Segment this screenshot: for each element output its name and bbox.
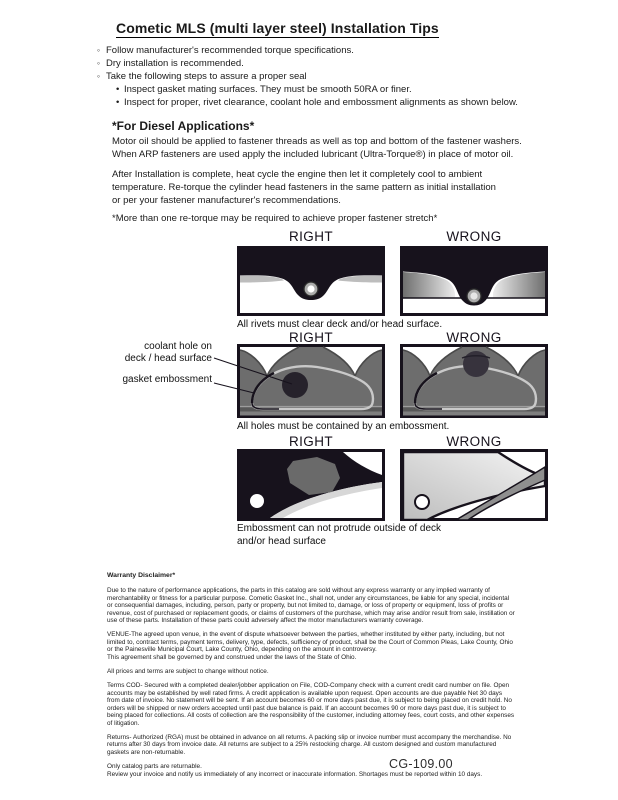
diesel-paragraph-2: After Installation is complete, heat cycle the engine then let it completely cool to ambient temperature. Re-torque the cylinder head fasteners in the same pattern as initial installation or per your fastener manufacturer's recommendations. xyxy=(112,169,496,206)
tip-text: Inspect for proper, rivet clearance, coolant hole and embossment alignments as shown below. xyxy=(124,97,518,108)
disclaimer-paragraph: VENUE-The agreed upon venue, in the event of dispute whatsoever between the parties, whether instituted by either party, including, but not limited to, contract terms, payment terms, delivery, type, defects, sufficiency of product, shall be the Court of Common Pleas, Lake County, Ohio or the Painesville Municipal Court, Lake County, Ohio, depending on the amount in controversy. xyxy=(107,631,513,654)
coolant-hole-icon xyxy=(463,351,489,377)
disclaimer-paragraph: All prices and terms are subject to change without notice. xyxy=(107,668,269,676)
coolant-hole-right-diagram xyxy=(237,344,385,418)
page-title: Cometic MLS (multi layer steel) Installation Tips xyxy=(116,20,439,36)
tip-text: Follow manufacturer's recommended torque specifications. xyxy=(106,45,354,56)
open-bullet-icon: ◦ xyxy=(97,71,101,81)
diesel-paragraph-1: Motor oil should be applied to fastener threads as well as top and bottom of the fastener washers. When ARP fasteners are used apply the included lubricant (Ultra-Torque®) in place of motor oil. xyxy=(112,136,522,160)
bullet-icon: • xyxy=(116,97,120,108)
disclaimer-paragraph: Review your invoice and notify us immediately of any incorrect or inaccurate information. Shortages must be reported within 10 days. xyxy=(107,770,483,778)
rivet-clearance-right-diagram xyxy=(237,246,385,316)
bullet-icon: • xyxy=(116,84,120,95)
embossment-right-diagram xyxy=(237,449,385,521)
row1-caption: All rivets must clear deck and/or head surface. xyxy=(237,319,443,330)
tip-text: Dry installation is recommended. xyxy=(106,58,244,69)
coolant-hole-icon xyxy=(282,372,308,398)
right-label: RIGHT xyxy=(289,434,333,449)
right-label: RIGHT xyxy=(289,229,333,244)
rivet-clearance-wrong-diagram xyxy=(400,246,548,316)
tip-item xyxy=(97,70,518,83)
row3-caption: Embossment can not protrude outside of deck and/or head surface xyxy=(237,523,442,547)
annotation-gasket-embossment: gasket embossment xyxy=(122,374,212,385)
wrong-label: WRONG xyxy=(446,434,502,449)
disclaimer-paragraph: Returns- Authorized (RGA) must be obtained in advance on all returns. A packing slip or invoice number must accompany the merchandise. No returns after 30 days from invoice date. All returns are subject to a 25% restocking charge. All custom designed and custom manufactured gaskets are non-returnable. xyxy=(107,733,512,756)
tip-text: Take the following steps to assure a proper seal xyxy=(106,71,307,82)
open-bullet-icon: ◦ xyxy=(97,58,101,68)
warranty-disclaimer xyxy=(107,572,515,785)
open-bullet-icon: ◦ xyxy=(97,45,101,55)
bolt-hole-icon xyxy=(415,495,429,509)
installation-tips-list xyxy=(97,44,518,109)
right-label: RIGHT xyxy=(289,330,333,345)
tip-text: Inspect gasket mating surfaces. They must be smooth 50RA or finer. xyxy=(124,84,412,95)
wrong-label: WRONG xyxy=(446,229,502,244)
wrong-label: WRONG xyxy=(446,330,502,345)
embossment-wrong-diagram xyxy=(400,449,548,521)
page-number: CG-109.00 xyxy=(389,757,453,771)
coolant-hole-wrong-diagram xyxy=(400,344,548,418)
diesel-section-heading: *For Diesel Applications* xyxy=(112,119,255,133)
sub-tip-item xyxy=(97,96,518,109)
sub-tip-item xyxy=(97,83,518,96)
annotation-coolant-hole: coolant hole on deck / head surface xyxy=(124,341,212,364)
disclaimer-paragraph: Due to the nature of performance applications, the parts in this catalog are sold without any express warranty or any implied warranty of merchantability or fitness for a particular purpose. Cometic Gasket Inc., shall not, under any circumstances, be liable for any special, incidental or consequential damages, including, person, party or property, but not limited to, damage, or loss of property or equipment, loss of profits or revenue, cost of purchased or replacement goods, or claims of customers of the purchase, which may arise and/or result from sale, instillation or use of these parts. Installation of these parts could adversely affect the motor manufacturers warranty coverage. xyxy=(107,587,515,625)
diesel-retorque-note: *More than one re-torque may be required to achieve proper fastener stretch* xyxy=(112,213,438,224)
tip-item xyxy=(97,44,518,57)
bolt-hole-icon xyxy=(250,494,264,508)
row2-caption: All holes must be contained by an embossment. xyxy=(237,421,450,432)
disclaimer-heading: Warranty Disclaimer* xyxy=(107,572,176,579)
disclaimer-paragraph: Only catalog parts are returnable. xyxy=(107,763,202,771)
tip-item xyxy=(97,57,518,70)
disclaimer-paragraph: Terms COD- Secured with a completed dealer/jobber application on File, COD-Company check with a current credit card number on file. Open accounts may be established by well rated firms. A credit application is available upon request. Open accounts are due payable Net 30 days from date of invoice. No statement will be sent. If an account becomes 60 or more days past due, it is subject to being placed on credit hold. No orders will be shipped or new orders accepted until past due balance is paid. If an account becomes 90 or more days past due, it is subject to being placed for collections. All costs of collection are the responsibility of the customer, including attorney fees, court costs, and other expenses of litigation. xyxy=(107,682,515,727)
disclaimer-paragraph: This agreement shall be governed by and construed under the laws of the State of Ohio. xyxy=(107,653,357,661)
